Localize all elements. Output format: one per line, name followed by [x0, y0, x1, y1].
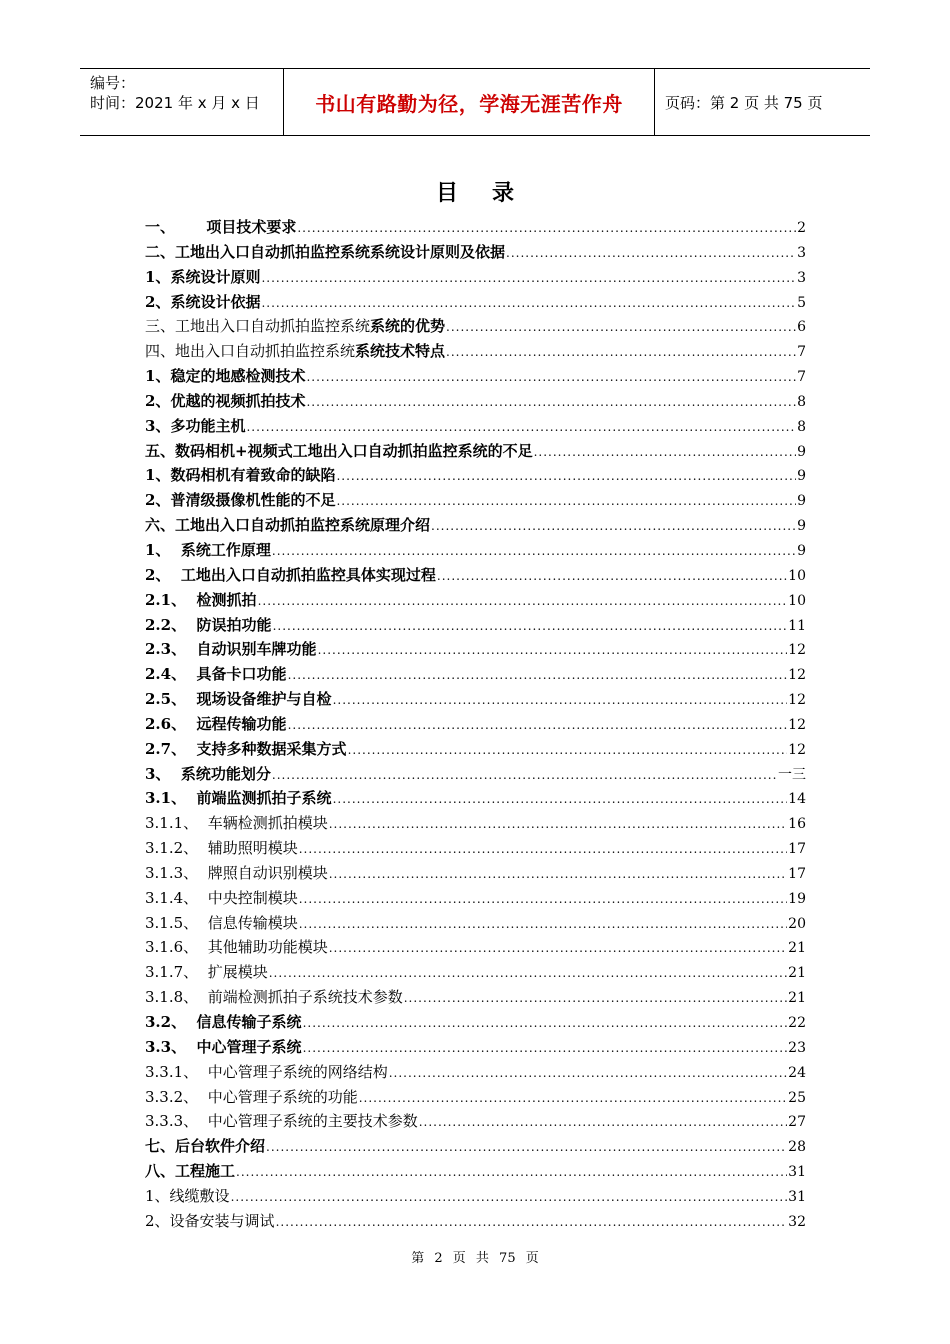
toc-leader-dots: [272, 544, 796, 558]
toc-entry-text: [145, 887, 298, 908]
toc-entry-number: 1、: [145, 1186, 170, 1205]
toc-entry-number: 1、: [145, 367, 171, 386]
toc-entry-text: [145, 936, 328, 957]
toc-entry[interactable]: [145, 440, 806, 465]
toc-page-number: 17: [788, 865, 806, 882]
toc-page-number: 12: [788, 692, 806, 709]
toc-entry-text: [145, 862, 328, 883]
toc-entry-number: 3.2、: [145, 1013, 197, 1031]
toc-entry-text: [145, 489, 335, 510]
toc-entry-number: 3.3.3、: [145, 1112, 208, 1131]
toc-leader-dots: [246, 420, 796, 434]
toc-entry-text: [145, 1011, 302, 1032]
toc-leader-dots: [419, 1115, 787, 1129]
toc-entry-label: 线缆敷设: [169, 1186, 230, 1205]
toc-entry-label: 牌照自动识别模块: [207, 863, 328, 882]
toc-entry-number: 3.3.1、: [145, 1062, 208, 1081]
toc-page-number: 19: [788, 890, 806, 907]
toc-entry-number: 2.4、: [145, 665, 197, 684]
toc-entry-label: 数码相机有着致命的缺陷: [170, 466, 336, 485]
toc-page-number: 10: [788, 567, 806, 584]
toc-leader-dots: [269, 966, 787, 980]
toc-leader-dots: [288, 718, 788, 732]
toc-leader-dots: [273, 619, 788, 633]
toc-page-number: 11: [788, 617, 806, 634]
toc-entry[interactable]: [145, 241, 806, 266]
toc-leader-dots: [333, 693, 788, 707]
toc-leader-dots: [261, 296, 796, 310]
toc-entry-number: 七、: [145, 1137, 176, 1156]
toc-entry-number: 3.1.2、: [145, 839, 208, 858]
toc-page-number: 14: [788, 791, 806, 808]
toc-entry-label: 扩展模块: [207, 963, 268, 982]
toc-entry[interactable]: [145, 489, 806, 514]
toc-page-number: 31: [788, 1188, 806, 1205]
toc-entry-label: 稳定的地感检测技术: [170, 367, 306, 386]
toc-entry-label: 系统设计依据: [170, 292, 261, 311]
toc-entry[interactable]: [145, 862, 806, 887]
toc-entry[interactable]: [145, 1135, 806, 1160]
toc-leader-dots: [359, 1091, 787, 1105]
toc-entry-label: 工地出入口自动抓拍监控系统: [175, 317, 371, 336]
toc-leader-dots: [306, 370, 796, 384]
toc-entry-text: [145, 589, 257, 610]
toc-entry-label: 其他辅助功能模块: [207, 938, 328, 957]
toc-leader-dots: [272, 768, 777, 782]
toc-entry-text: [145, 1061, 388, 1082]
toc-entry-label: 系统设计原则: [170, 267, 261, 286]
toc-entry-number: 3.1、: [145, 789, 197, 808]
toc-leader-dots: [231, 1190, 788, 1204]
toc-leader-dots: [318, 643, 788, 657]
toc-leader-dots: [333, 792, 788, 806]
toc-entry-number: 3.1.3、: [145, 863, 208, 882]
toc-entry-number: 1、: [145, 466, 171, 485]
toc-leader-dots: [303, 1016, 788, 1030]
toc-entry-number: 3.1.5、: [145, 913, 208, 932]
toc-entry-label: 检测抓拍: [196, 590, 257, 609]
toc-entry-number: 1、: [145, 267, 171, 286]
toc-page-number: 27: [788, 1114, 806, 1131]
toc-page-number: 21: [788, 990, 806, 1007]
toc-entry[interactable]: [145, 1061, 806, 1086]
toc-entry-number: 2、: [145, 491, 171, 510]
toc-entry[interactable]: [145, 1011, 806, 1036]
toc-entry-text: [145, 514, 430, 535]
toc-entry[interactable]: [145, 614, 806, 639]
toc-entry-text: [145, 1185, 230, 1206]
toc-entry-number: 六、: [145, 516, 176, 535]
toc-page-number: 12: [788, 667, 806, 684]
toc-entry-number: 2.5、: [145, 690, 197, 709]
toc-leader-dots: [297, 221, 796, 235]
toc-entry[interactable]: [145, 291, 806, 316]
toc-entry-label: 中心管理子系统的功能: [207, 1087, 358, 1106]
toc-entry[interactable]: [145, 663, 806, 688]
toc-entry-label: 后台软件介绍: [175, 1137, 266, 1156]
toc-entry[interactable]: [145, 638, 806, 663]
toc-entry[interactable]: [145, 1210, 806, 1235]
toc-entry-text: [145, 241, 505, 262]
toc-entry[interactable]: [145, 787, 806, 812]
toc-entry-number: 3.1.4、: [145, 888, 208, 907]
toc-entry-text: [145, 1086, 358, 1107]
toc-entry[interactable]: [145, 340, 806, 365]
toc-entry-text: [145, 763, 271, 784]
toc-leader-dots: [329, 941, 787, 955]
toc-page-number: 21: [788, 940, 806, 957]
toc-entry-label: 工地出入口自动抓拍监控系统原理介绍: [175, 516, 431, 535]
toc-page-number: 20: [788, 915, 806, 932]
page-title: 目录: [435, 180, 548, 206]
toc-leader-dots: [336, 494, 796, 508]
toc-entry-label: 防误拍功能: [196, 615, 272, 634]
toc-leader-dots: [261, 271, 796, 285]
toc-entry[interactable]: [145, 763, 806, 788]
toc-entry[interactable]: [145, 464, 806, 489]
toc-entry-label: 地出入口自动抓拍监控系统: [175, 342, 356, 361]
toc-leader-dots: [446, 320, 796, 334]
toc-entry[interactable]: [145, 589, 806, 614]
toc-leader-dots: [437, 569, 787, 583]
toc-entry[interactable]: [145, 1160, 806, 1185]
toc-entry-number: 3、: [145, 416, 171, 435]
toc-page-number: 31: [788, 1164, 806, 1181]
toc-entry[interactable]: [145, 738, 806, 763]
toc-leader-dots: [431, 519, 796, 533]
toc-entry-text: [145, 663, 287, 684]
toc-leader-dots: [299, 892, 787, 906]
toc-entry-text: [145, 738, 347, 759]
toc-page-number: 17: [788, 841, 806, 858]
toc-entry[interactable]: [145, 912, 806, 937]
toc-entry-label: 辅助照明模块: [207, 839, 298, 858]
toc-entry-number: 3.1.7、: [145, 963, 208, 982]
toc-entry-number: 3.1.8、: [145, 988, 208, 1007]
toc-entry-text: [145, 315, 445, 336]
toc-leader-dots: [389, 1066, 787, 1080]
toc-entry[interactable]: [145, 713, 806, 738]
toc-entry-text: [145, 812, 328, 833]
toc-entry[interactable]: [145, 688, 806, 713]
document-time-label: 时间：2021 年 x 月 x 日: [90, 94, 260, 112]
header-motto: 书山有路勤为径，学海无涯苦作舟: [283, 69, 655, 135]
toc-entry[interactable]: [145, 812, 806, 837]
toc-leader-dots: [299, 917, 787, 931]
toc-leader-dots: [306, 395, 796, 409]
page-header: [80, 68, 870, 136]
toc-entry-label: 自动识别车牌功能: [196, 640, 317, 659]
toc-page-number: 8: [797, 418, 806, 435]
toc-entry-number: 2、: [145, 565, 181, 584]
toc-entry-label: 工地出入口自动抓拍监控系统系统设计原则及依据: [175, 242, 506, 261]
toc-entry[interactable]: [145, 961, 806, 986]
toc-leader-dots: [404, 991, 787, 1005]
toc-entry[interactable]: [145, 365, 806, 390]
toc-entry-text: [145, 986, 403, 1007]
toc-entry[interactable]: [145, 216, 806, 241]
page-footer: 第 2 页 共 75 页: [411, 1251, 539, 1266]
toc-page-number: 3: [797, 269, 806, 286]
toc-entry-label: 现场设备维护与自检: [196, 690, 332, 709]
toc-entry[interactable]: [145, 837, 806, 862]
toc-entry-number: 八、: [145, 1162, 176, 1181]
toc-leader-dots: [506, 246, 796, 260]
toc-entry-text: [145, 638, 317, 659]
toc-page-number: 7: [797, 369, 806, 386]
toc-entry-number: 1、: [145, 540, 181, 559]
toc-entry-text: [145, 787, 332, 808]
toc-entry-label: 前端监测抓拍子系统: [196, 789, 332, 808]
toc-page-number: 9: [797, 518, 806, 535]
toc-entry-text: [145, 365, 305, 386]
toc-entry-number: 2.3、: [145, 640, 197, 659]
toc-entry-text: [145, 912, 298, 933]
toc-entry-number: 2、: [145, 1211, 170, 1230]
toc-entry[interactable]: [145, 390, 806, 415]
toc-entry-label: 工地出入口自动抓拍监控具体实现过程: [180, 565, 436, 584]
toc-entry-number: 2.6、: [145, 714, 197, 733]
toc-leader-dots: [299, 842, 787, 856]
toc-entry-number: 五、: [145, 441, 176, 460]
toc-page-number: 10: [788, 592, 806, 609]
toc-leader-dots: [329, 867, 787, 881]
toc-entry-text: [145, 340, 445, 361]
toc-entry-label: 车辆检测抓拍模块: [207, 814, 328, 833]
toc-entry[interactable]: [145, 415, 806, 440]
toc-entry-text: [145, 390, 305, 411]
toc-leader-dots: [266, 1140, 787, 1154]
toc-entry-label: 具备卡口功能: [196, 665, 287, 684]
toc-entry[interactable]: [145, 986, 806, 1011]
toc-entry-text: [145, 837, 298, 858]
toc-entry-number: 三、: [145, 317, 176, 336]
toc-entry-label: 多功能主机: [170, 416, 246, 435]
toc-entry[interactable]: [145, 564, 806, 589]
header-page-info: 页码：第 2 页 共 75 页: [665, 93, 823, 112]
toc-entry-label: 前端检测抓拍子系统技术参数: [207, 988, 403, 1007]
toc-page-number: 28: [788, 1139, 806, 1156]
toc-entry-number: 2、: [145, 292, 171, 311]
toc-entry[interactable]: [145, 1036, 806, 1061]
toc-entry-number: 3、: [145, 764, 181, 783]
table-of-contents: [145, 216, 806, 1235]
toc-entry-label: 优越的视频抓拍技术: [170, 391, 306, 410]
toc-page-number: 9: [797, 493, 806, 510]
toc-page-number: 8: [797, 393, 806, 410]
toc-entry-text: [145, 614, 272, 635]
toc-entry-text: [145, 688, 332, 709]
toc-entry-text: [145, 713, 287, 734]
toc-leader-dots: [329, 817, 787, 831]
toc-entry-label: 中央控制模块: [207, 888, 298, 907]
toc-page-number: 5: [797, 294, 806, 311]
toc-page-number: 24: [788, 1064, 806, 1081]
toc-page-number: 23: [788, 1039, 806, 1056]
toc-entry[interactable]: [145, 315, 806, 340]
toc-entry-label: 项目技术要求: [206, 218, 297, 236]
toc-entry-text: [145, 440, 533, 461]
toc-entry[interactable]: [145, 1110, 806, 1135]
toc-entry-number: 二、: [145, 242, 176, 261]
toc-entry-text: [145, 1135, 265, 1156]
toc-leader-dots: [303, 1041, 788, 1055]
toc-page-number: 22: [788, 1015, 806, 1031]
toc-entry-label: 远程传输功能: [196, 714, 287, 733]
toc-entry-number: 一、: [145, 218, 207, 236]
toc-entry-label: 普清级摄像机性能的不足: [170, 491, 336, 510]
toc-entry-label: 系统工作原理: [180, 540, 271, 559]
toc-entry-label: 中心管理子系统的主要技术参数: [207, 1112, 418, 1131]
toc-entry-label: 数码相机+视频式工地出入口自动抓拍监控系统的不足: [175, 441, 533, 460]
toc-entry[interactable]: [145, 1086, 806, 1111]
toc-entry-text: [145, 216, 296, 237]
toc-entry[interactable]: [145, 539, 806, 564]
toc-leader-dots: [534, 445, 796, 459]
toc-entry[interactable]: [145, 1185, 806, 1210]
toc-entry-text: [145, 464, 335, 485]
toc-entry-text: [145, 291, 260, 312]
toc-entry-number: 3.3、: [145, 1037, 197, 1056]
toc-entry[interactable]: [145, 887, 806, 912]
toc-page-number: 6: [797, 319, 806, 336]
toc-entry-label: 支持多种数据采集方式: [196, 739, 347, 758]
header-left-cell: [80, 69, 283, 135]
toc-page-number: 16: [788, 816, 806, 833]
toc-leader-dots: [288, 668, 788, 682]
toc-entry-text: [145, 1110, 418, 1131]
toc-leader-dots: [336, 469, 796, 483]
toc-page-number: 一三: [778, 766, 806, 783]
toc-page-number: 9: [797, 443, 806, 460]
toc-entry-number: 四、: [145, 342, 176, 361]
toc-entry-text: [145, 961, 268, 982]
toc-page-number: 12: [788, 642, 806, 659]
toc-leader-dots: [348, 743, 788, 757]
toc-entry-text: [145, 539, 271, 560]
toc-entry-text: [145, 415, 245, 436]
toc-page-number: 9: [797, 542, 806, 559]
toc-entry-text: [145, 1160, 235, 1181]
toc-entry-number: 2.2、: [145, 615, 197, 634]
toc-entry-label: 工程施工: [175, 1162, 236, 1181]
toc-entry-label: 中心管理子系统的网络结构: [207, 1062, 388, 1081]
toc-entry-number: 2.7、: [145, 739, 197, 758]
toc-entry-label-bold: 系统技术特点: [355, 342, 446, 361]
toc-page-number: 32: [788, 1213, 806, 1230]
document-number-label: 编号：: [90, 74, 136, 92]
toc-leader-dots: [236, 1165, 787, 1179]
toc-entry-label: 信息传输模块: [207, 913, 298, 932]
toc-entry-number: 3.1.1、: [145, 814, 208, 833]
toc-page-number: 12: [788, 741, 806, 758]
toc-entry-text: [145, 564, 436, 585]
toc-entry-label-bold: 系统的优势: [370, 317, 446, 336]
toc-entry-label: 中心管理子系统: [196, 1037, 302, 1056]
toc-page-number: 7: [797, 344, 806, 361]
toc-entry-label: 设备安装与调试: [169, 1211, 275, 1230]
toc-entry-text: [145, 1210, 275, 1231]
toc-page-number: 3: [797, 244, 806, 261]
toc-entry-label: 信息传输子系统: [196, 1013, 302, 1031]
toc-entry-number: 2.1、: [145, 590, 197, 609]
toc-entry[interactable]: [145, 514, 806, 539]
toc-entry-number: 3.3.2、: [145, 1087, 208, 1106]
toc-page-number: 9: [797, 468, 806, 485]
toc-entry-text: [145, 1036, 302, 1057]
toc-leader-dots: [258, 594, 788, 608]
toc-entry-label: 系统功能划分: [180, 764, 271, 783]
toc-leader-dots: [276, 1215, 788, 1229]
toc-page-number: 25: [788, 1089, 806, 1106]
toc-entry[interactable]: [145, 266, 806, 291]
toc-page-number: 21: [788, 965, 806, 982]
toc-entry-text: [145, 266, 260, 287]
toc-page-number: 12: [788, 716, 806, 733]
toc-entry-number: 3.1.6、: [145, 938, 208, 957]
toc-leader-dots: [446, 345, 796, 359]
toc-entry-number: 2、: [145, 391, 171, 410]
toc-page-number: 2: [797, 220, 806, 236]
toc-entry[interactable]: [145, 936, 806, 961]
